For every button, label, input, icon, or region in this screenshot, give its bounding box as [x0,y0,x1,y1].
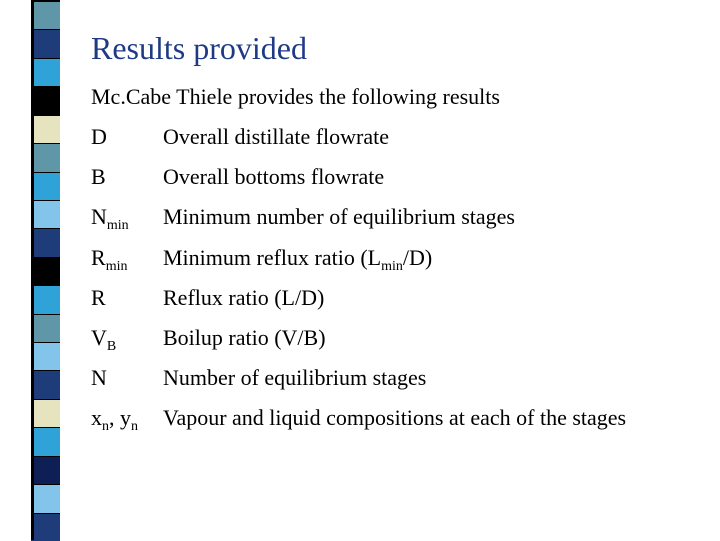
stripe-block [31,313,60,342]
desc-b: Overall bottoms flowrate [163,164,385,189]
stripe-block [31,455,60,484]
desc-r: Reflux ratio (L/D) [163,285,325,310]
term-b: B [91,164,106,189]
stripe-block [31,369,60,398]
stripe-block [31,142,60,171]
desc-rmin: Minimum reflux ratio $(L_{min}/D)$ [163,245,433,274]
stripe-block [31,483,60,512]
term-vb: $V_B$ [91,325,117,354]
decorative-color-stripe [31,0,60,540]
term-nmin: $N_{min}$ [91,204,129,233]
stripe-block [31,171,60,200]
term-d: D [91,124,107,149]
stripe-block [31,114,60,143]
term-rmin: $R_{min}$ [91,245,128,274]
slide-title: Results provided [91,30,307,66]
stripe-block [31,57,60,86]
stripe-block [31,0,60,29]
desc-d: Overall distillate flowrate [163,124,390,149]
term-xn-yn: $x_n$, $y_n$ [91,405,138,434]
stripe-block [31,284,60,313]
desc-xn-yn: Vapour and liquid compositions at each of the stages [163,405,627,430]
desc-nmin: Minimum number of equilibrium stages [163,204,515,229]
stripe-block [31,341,60,370]
term-r: R [91,285,106,310]
desc-vb: Boilup ratio (V/B) [163,325,326,350]
term-n: N [91,365,107,390]
stripe-block [31,199,60,228]
stripe-block [31,426,60,455]
intro-text: Mc.Cabe Thiele provides the following results [91,84,500,109]
stripe-edge [31,0,34,540]
stripe-block [31,398,60,427]
stripe-block [31,85,60,114]
stripe-block [31,28,60,57]
stripe-block [31,227,60,256]
desc-n: Number of equilibrium stages [163,365,427,390]
stripe-block [31,512,60,541]
stripe-block [31,256,60,285]
